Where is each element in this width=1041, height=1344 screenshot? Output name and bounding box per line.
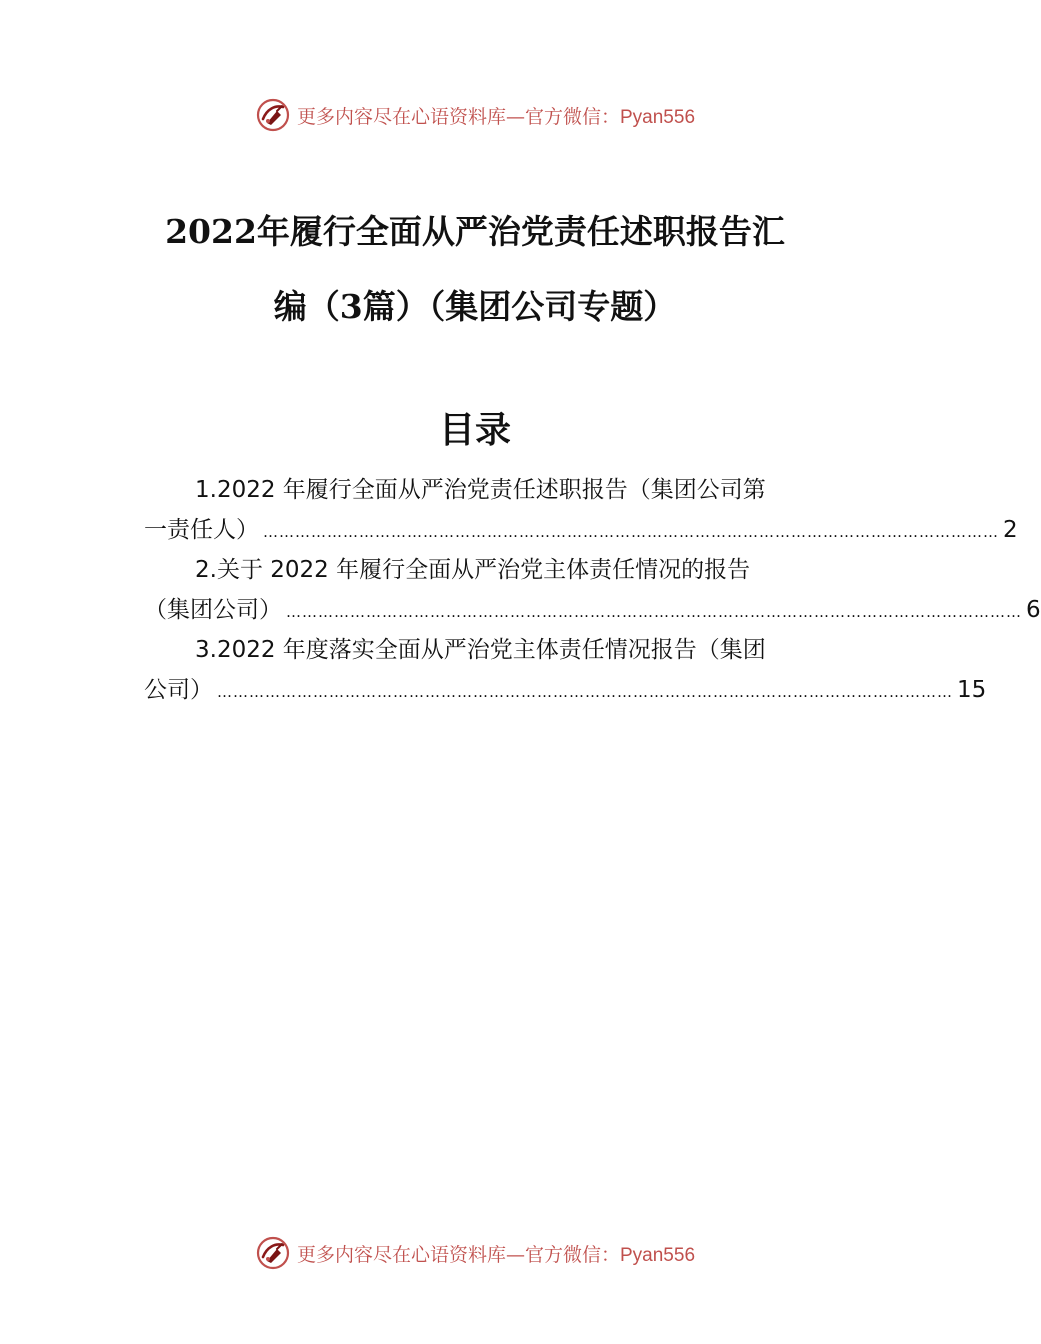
toc-leader-dots: ………………………………………………………………………………………………………………………… bbox=[217, 683, 953, 701]
toc-entry-title-continued: （集团公司） bbox=[144, 597, 282, 623]
document-title-line-1: 2022年履行全面从严治党责任述职报告汇 bbox=[165, 212, 785, 251]
toc-entry-3[interactable] bbox=[144, 630, 987, 710]
wechat-id: Pyan556 bbox=[620, 1244, 696, 1266]
table-of-contents bbox=[144, 470, 1041, 710]
toc-leader-dots: ………………………………………………………………………………………………………………………… bbox=[263, 523, 999, 541]
wechat-id: Pyan556 bbox=[620, 106, 696, 128]
footer-banner bbox=[0, 1231, 950, 1275]
calligraphy-seal-logo-icon bbox=[255, 97, 291, 133]
header-banner bbox=[0, 93, 950, 137]
toc-leader-dots: ………………………………………………………………………………………………………………………… bbox=[286, 603, 1022, 621]
toc-page-number: 6 bbox=[1026, 597, 1041, 623]
toc-page-number: 2 bbox=[1003, 517, 1018, 543]
toc-entry-title-continued: 一责任人） bbox=[144, 517, 259, 543]
toc-entry-title: 2.关于 2022 年履行全面从严治党主体责任情况的报告 bbox=[195, 557, 751, 583]
toc-page-number: 15 bbox=[957, 677, 987, 703]
toc-entry-title: 3.2022 年度落实全面从严治党主体责任情况报告（集团 bbox=[195, 637, 766, 663]
calligraphy-seal-logo-icon bbox=[255, 1235, 291, 1271]
banner-text: 更多内容尽在心语资料库—官方微信：Pyan556 bbox=[296, 1243, 696, 1266]
toc-entry-2[interactable] bbox=[144, 550, 1041, 630]
toc-entry-title-continued: 公司） bbox=[144, 677, 213, 703]
toc-entry-title: 1.2022 年履行全面从严治党责任述职报告（集团公司第 bbox=[195, 477, 766, 503]
banner-text: 更多内容尽在心语资料库—官方微信：Pyan556 bbox=[296, 105, 696, 128]
document-title-line-2: 编（3篇）（集团公司专题） bbox=[273, 287, 677, 326]
toc-heading: 目录 bbox=[438, 409, 511, 451]
toc-entry-1[interactable] bbox=[144, 470, 1018, 550]
